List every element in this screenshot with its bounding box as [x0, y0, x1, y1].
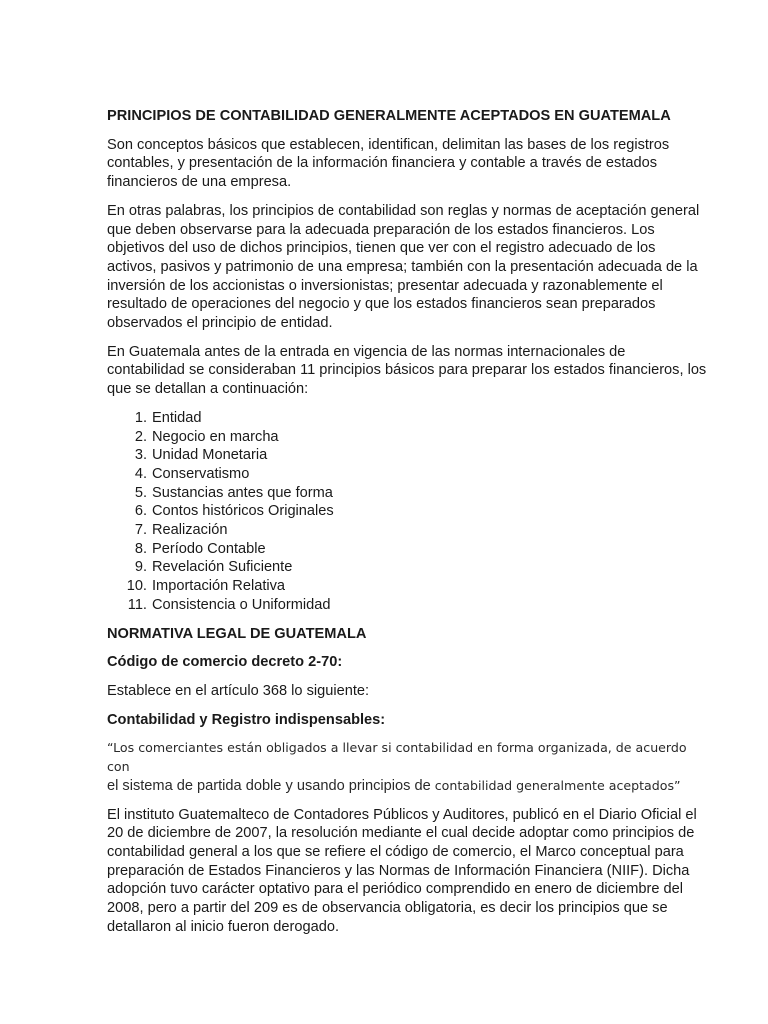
list-item-number: 4. [134, 465, 147, 482]
list-item-text: Revelación Suficiente [152, 559, 293, 576]
list-item-text: Contos históricos Originales [152, 503, 334, 520]
article-intro: Establece en el artículo 368 lo siguiente: [107, 682, 370, 699]
legal-heading: NORMATIVA LEGAL DE GUATEMALA [107, 625, 367, 642]
list-item-text: Entidad [152, 409, 202, 426]
list-item-number: 6. [134, 503, 147, 520]
list-item-text: Conservatismo [152, 465, 250, 482]
closing-paragraph: El instituto Guatemalteco de Contadores Públicos y Auditores, publicó en el Diario Oficial el 20 de diciembre de 2007, la resolución mediante el cual decide adoptar como principios de contabilidad general a los que se refiere el código de comercio, el Marco conceptual para preparación de Estados Financieros y las Normas de Información Financiera (NIIF). Dicha adopción tuvo carácter optativo para el periódico comprendido en enero de diciembre del 2008, pero a partir del 209 es de observancia obligatoria, es decir los principios que se detallaron al inicio fueron derogado. [107, 806, 697, 935]
list-item-number: 7. [134, 522, 147, 539]
article-quote [107, 739, 707, 795]
document-title: PRINCIPIOS DE CONTABILIDAD GENERALMENTE ACEPTADOS EN GUATEMALA [107, 108, 671, 124]
list-item [107, 596, 707, 615]
list-item-number: 2. [134, 428, 147, 445]
list-item-number: 8. [134, 540, 147, 557]
list-item-text: Unidad Monetaria [152, 447, 268, 464]
registry-heading: Contabilidad y Registro indispensables: [107, 711, 386, 728]
quote-line-2-end: contabilidad generalmente aceptados” [434, 777, 681, 793]
objectives-paragraph: En otras palabras, los principios de contabilidad son reglas y normas de aceptación general que deben observarse para la adecuada preparación de los estados financieros. Los objetivos del uso de dichos principios, tienen que ver con el registro adecuado de los activos, pasivos y patrimonio de una empresa; también con la presentación adecuada de la inversión de los accionistas o inversionistas; presentar adecuada y razonablemente el resultado de operaciones del negocio y que los estados financieros sean preparados observados el principio de entidad. [107, 202, 700, 332]
list-item-text: Consistencia o Uniformidad [152, 596, 331, 613]
list-item-text: Negocio en marcha [152, 428, 279, 445]
list-item-text: Importación Relativa [152, 578, 286, 595]
quote-line-1: “Los comerciantes están obligados a llevar si contabilidad en forma organizada, de acuerdo con [107, 740, 687, 775]
list-item-text: Realización [152, 522, 228, 539]
list-item-number: 11. [127, 596, 147, 613]
list-item [107, 521, 707, 540]
document-page [107, 107, 707, 946]
list-item-text: Sustancias antes que forma [152, 484, 333, 501]
list-item [107, 558, 707, 577]
list-item [107, 540, 707, 559]
list-item [107, 465, 707, 484]
code-heading: Código de comercio decreto 2-70: [107, 654, 343, 671]
intro-paragraph: Son conceptos básicos que establecen, identifican, delimitan las bases de los registros contables, y presentación de la información financiera y contable a través de estados financieros de una empresa. [107, 136, 670, 191]
principles-list [107, 409, 707, 615]
list-item-number: 1. [134, 409, 147, 426]
quote-line-2: el sistema de partida doble y usando principios de [107, 777, 431, 794]
guatemala-paragraph: En Guatemala antes de la entrada en vigencia de las normas internacionales de contabilidad se consideraban 11 principios básicos para preparar los estados financieros, los que se detallan a continuación: [107, 343, 707, 398]
list-item-number: 10. [126, 578, 147, 595]
list-item [107, 446, 707, 465]
list-item [107, 409, 707, 428]
list-item [107, 428, 707, 447]
list-item [107, 484, 707, 503]
list-item [107, 577, 707, 596]
list-item-text: Período Contable [152, 540, 266, 557]
list-item-number: 5. [134, 484, 147, 501]
list-item-number: 3. [134, 447, 147, 464]
list-item [107, 502, 707, 521]
list-item-number: 9. [134, 559, 147, 576]
